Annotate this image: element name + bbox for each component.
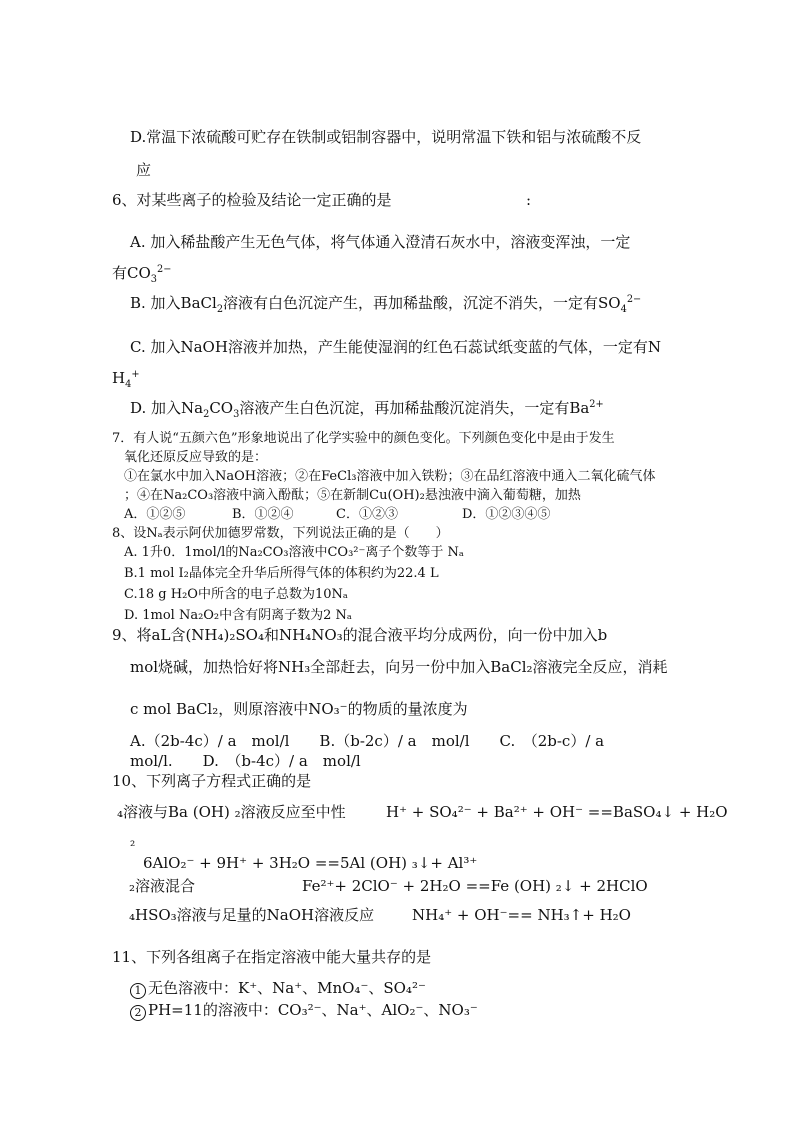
q6-option-a-line1: A. 加入稀盐酸产生无色气体，将气体通入澄清石灰水中，溶液变浑浊，一定 [130,233,631,251]
circled-number-2: 2 [130,1005,146,1021]
q11-item-2: 2 PH=11的溶液中：CO₃²⁻、Na⁺、AlO₂⁻、NO₃⁻ [130,1003,478,1021]
q10-row1-label: ₄溶液与Ba (OH) ₂溶液反应至中性 [117,803,346,821]
q8-stem: 8、设Nₐ表示阿伏加德罗常数，下列说法正确的是（ ） [112,526,449,541]
q6-stem-colon: : [526,191,532,209]
q8-option-c: C.18 g H₂O中所含的电子总数为10Nₐ [124,587,348,602]
q6-option-c-line2: $H_4^+$ [112,369,140,390]
q8-option-d: D. 1mol Na₂O₂中含有阴离子数为2 Nₐ [124,608,352,623]
q6-option-b: B. 加入BaCl$_2$溶液有白色沉淀产生，再加稀盐酸，沉淀不消失，一定有$SO_4^{2-}$ [130,294,642,315]
q10-row4-equation: Fe²⁺+ 2ClO⁻ + 2H₂O ==Fe (OH) ₂↓ + 2HClO [302,877,648,895]
q10-stem: 10、下列离子方程式正确的是 [112,772,312,790]
q8-option-a: A. 1升0．1mol/l的Na₂CO₃溶液中CO₃²⁻离子个数等于 Nₐ [124,545,464,560]
q10-row5-equation: NH₄⁺ + OH⁻== NH₃↑+ H₂O [412,906,631,924]
q9-stem-line1: 9、将aL含(NH₄)₂SO₄和NH₄NO₃的混合液平均分成两份，向一份中加入b [112,626,608,644]
q8-option-b: B.1 mol I₂晶体完全升华后所得气体的体积约为22.4 L [124,566,439,581]
q10-row1-equation: H⁺ + SO₄²⁻ + Ba²⁺ + OH⁻ ==BaSO₄↓ + H₂O [386,803,728,821]
q7-option-b: B．①②④ [232,507,294,522]
q6-stem: 6、对某些离子的检验及结论一定正确的是 [112,191,392,209]
q10-row5-label: ₄HSO₃溶液与足量的NaOH溶液反应 [129,906,375,924]
q7-stem-line4: ；④在Na₂CO₃溶液中滴入酚酞；⑤在新制Cu(OH)₂悬浊液中滴入葡萄糖，加热 [124,488,581,503]
q7-option-a: A．①②⑤ [124,507,186,522]
q7-option-c: C．①②③ [336,507,398,522]
q6-option-a-line2: 有$CO_3^{2-}$ [112,264,172,285]
q7-stem-line3: ①在氯水中加入NaOH溶液；②在FeCl₃溶液中加入铁粉；③在品红溶液中通入二氧化硫气体 [124,469,656,484]
q11-stem: 11、下列各组离子在指定溶液中能大量共存的是 [112,948,432,966]
q6-option-d: D. 加入$Na_2CO_3$溶液产生白色沉淀，再加稀盐酸沉淀消失，一定有$Ba^{2+}$ [130,399,604,420]
q7-option-d: D．①②③④⑤ [462,507,551,522]
circled-number-1: 1 [130,983,146,999]
q6-option-c-line1: C. 加入NaOH溶液并加热，产生能使湿润的红色石蕊试纸变蓝的气体，一定有N [130,338,662,356]
q5-option-d-line1: D.常温下浓硫酸可贮存在铁制或铝制容器中，说明常温下铁和铝与浓硫酸不反 [130,128,642,146]
q10-row4-label: ₂溶液混合 [129,877,196,895]
q9-options-line2: mol/l. D. （b-4c）/ a mol/l [130,752,361,770]
q9-stem-line2: mol烧碱，加热恰好将NH₃全部赶去，向另一份中加入BaCl₂溶液完全反应，消耗 [130,658,668,676]
q11-item-1: 1 无色溶液中：K⁺、Na⁺、MnO₄⁻、SO₄²⁻ [130,981,426,999]
q10-row3-equation: 6AlO₂⁻ + 9H⁺ + 3H₂O ==5Al (OH) ₃↓+ Al³⁺ [143,854,478,872]
q7-stem-line1: 7．有人说“五颜六色”形象地说出了化学实验中的颜色变化。下列颜色变化中是由于发生 [112,431,615,446]
q9-stem-line3: c mol BaCl₂，则原溶液中NO₃⁻的物质的量浓度为 [130,700,468,718]
q5-option-d-line2: 应 [136,161,152,179]
q10-row2-fragment: ² [130,839,136,854]
q7-stem-line2: 氧化还原反应导致的是： [124,450,268,465]
q9-options-line1: A.（2b-4c）/ a mol/l B.（b-2c）/ a mol/l C. （2b-c）/ a [130,732,605,750]
